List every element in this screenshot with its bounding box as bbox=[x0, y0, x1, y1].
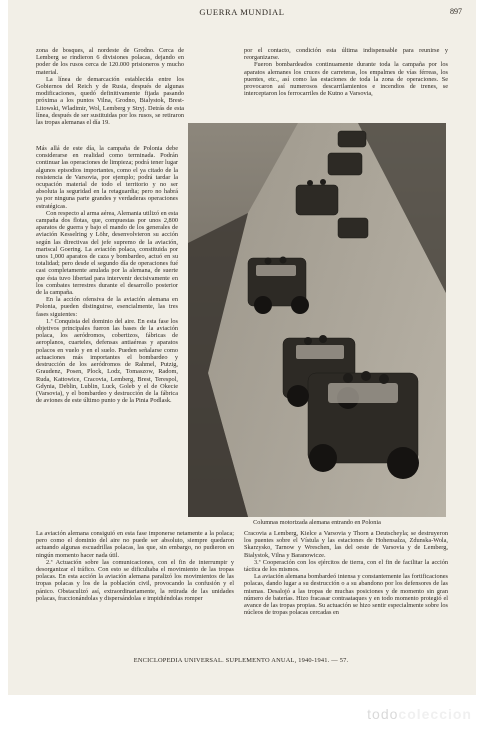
right-column-top bbox=[244, 47, 448, 97]
footer-citation: ENCICLOPEDIA UNIVERSAL. SUPLEMENTO ANUAL, 1940-1941. — 57. bbox=[133, 657, 349, 664]
photo-motorized-column bbox=[188, 123, 446, 517]
watermark-prefix: todo bbox=[367, 706, 399, 722]
scanned-page bbox=[8, 0, 476, 695]
bottom-right-column bbox=[244, 530, 448, 616]
paragraph: La línea de demarcación establecida entre los Gobiernos del Reich y de Rusia, después de algunas modificaciones, quedó definitivamente fijada pasando próxima a los puntos Vilna, Grodno, Bialystok, Brest-Litowski, Wladimir, Wol, Lemberg y Stryj. Detrás de esta línea, después de ser sustituidas por los rusos, se retiraron las tropas alemanas el día 19. bbox=[36, 75, 184, 127]
paragraph: Más allá de este día, la campaña de Polonia debe considerarse en realidad como terminada. Podrán continuar las operaciones de limpieza; podrá tener lugar algunos episodios importantes, como el ya citado de la resistencia de Varsovia, por ejemplo; podrá tardar la ocupación material de todo el territorio y no ser absoluta la seguridad en la retaguardia; pero no habrá ya por ninguna parte grandes y verdaderas operaciones estratégicas. bbox=[36, 145, 178, 210]
left-column bbox=[36, 47, 184, 126]
bottom-left-column bbox=[36, 530, 234, 602]
paragraph: por el contacto, condición esta última indispensable para reunirse y reorganizarse. bbox=[244, 47, 448, 62]
left-column-lower bbox=[36, 145, 178, 404]
paragraph: 3.ª Cooperación con los ejércitos de tierra, con el fin de facilitar la acción táctica de los mismos. bbox=[244, 558, 448, 574]
paragraph: Con respecto al arma aérea, Alemania utilizó en esta campaña dos flotas, que, compuestas por unos 2,800 aparatos de guerra y bajo el mando de los generales de aviación Kesselring y Löhr, desenvolvieron su acción según las directivas del jefe supremo de la aviación, mariscal Goering. La aviación polaca, constituida por unos 1,000 aparatos de caza y bombardeo, actuó en su totalidad; pero desde el segundo día de operaciones fué casi completamente anulada por la alemana, de suerte que ésta tuvo libertad para intervenir decisivamente en los combates terrestres durante el desarrollo posterior de la campaña. bbox=[36, 209, 179, 297]
paragraph: 1.ª Conquista del dominio del aire. En esta fase los objetivos principales fueron las bases de la aviación polaca, los aeródromos, cobertizos, fábricas de aeroplanos, cuarteles, defensas antiaéreas y aparatos polacos en vuelo y en el suelo. Pueden señalarse como actuaciones más importantes el bombardeo y destrucción de los aeródromos de Rahmel, Putzig, Graudenz, Posen, Plock, Lodz, Tomaszow, Radom, Ruda, Kattowice, Cracovia, Lemberg, Brest, Terespol, Gdynia, Deblin, Lublin, Luck, Goleb y el de Okecie (Varsovia), y el bombardeo y destrucción de la fábrica de aviones de este último punto y de la Pinia Podlask. bbox=[36, 317, 178, 405]
photo-image bbox=[188, 123, 446, 517]
paragraph: La aviación alemana bombardeó intensa y constantemente las fortificaciones polacas, dando lugar a su destrucción o a su abandono por los defensores de las mismas. Desalojó a las tropas de muchas posiciones y de momento sin gran número de baterías. Hizo fracasar contraataques y en todo momento protegió el avance de las tropas propias. Su actuación se hizo sentir especialmente sobre los núcleos de tropas polacas cercadas en bbox=[244, 573, 448, 617]
running-title: GUERRA MUNDIAL bbox=[199, 7, 285, 17]
paragraph: Fueron bombardeados continuamente durante toda la campaña por los aparatos alemanes los cruces de carreteras, los empalmes de vías férreas, los puentes, etc., así como las estaciones de toda la zona de operaciones. Se provocaron así numerosos descarrilamientos e incendios de trenes, se interceptaron los ferrocarriles de Kutno a Varsovia, bbox=[244, 61, 448, 98]
watermark-suffix: coleccion bbox=[398, 706, 472, 722]
paragraph: 2.ª Actuación sobre las comunicaciones, con el fin de interrumpir y desorganizar el tráfico. Con esto se dificultaba el movimiento de las tropas polacas. En esta acción la aviación alemana paralizó los movimientos de las tropas polacas y los de la población civil, provocando la confusión y el pánico. Obstaculizó así, extraordinariamente, la retirada de las unidades polacas, fraccionándolas y dispersándolas e impidiéndolas romper bbox=[36, 558, 234, 602]
watermark-logo bbox=[367, 706, 472, 722]
paragraph: Cracovia a Lemberg, Kielce a Varsovia y Thorn a Deutscheyla; se destruyeron los puentes sobre el Vístula y las estaciones de Hohensalza, Zdunska-Wola, Skarzysko, Tarnow y Wreschen, las del oeste de Varsovia y de Lemberg, Bialystok, Vilna y Baranowicze. bbox=[244, 530, 448, 559]
paragraph: En la acción ofensiva de la aviación alemana en Polonia, pueden distinguirse, esencialmente, las tres fases siguientes: bbox=[36, 296, 178, 318]
photo-caption: Columnas motorizada alemana entrando en Polonia bbox=[253, 519, 381, 526]
page-number: 897 bbox=[450, 7, 462, 16]
paragraph: zona de bosques, al nordeste de Grodno. Cerca de Lemberg se rindieron 6 divisiones polacas, dejando en poder de los rusos cerca de 120.000 prisioneros y mucho material. bbox=[36, 47, 184, 76]
paragraph: La aviación alemana consiguió en esta fase imponerse netamente a la polaca; pero como el dominio del aire no puede ser absoluto, siempre quedaron actuando algunas escuadrillas polacas, las que, sin embargo, no pudieron en ningún momento hacer nada útil. bbox=[36, 530, 234, 559]
